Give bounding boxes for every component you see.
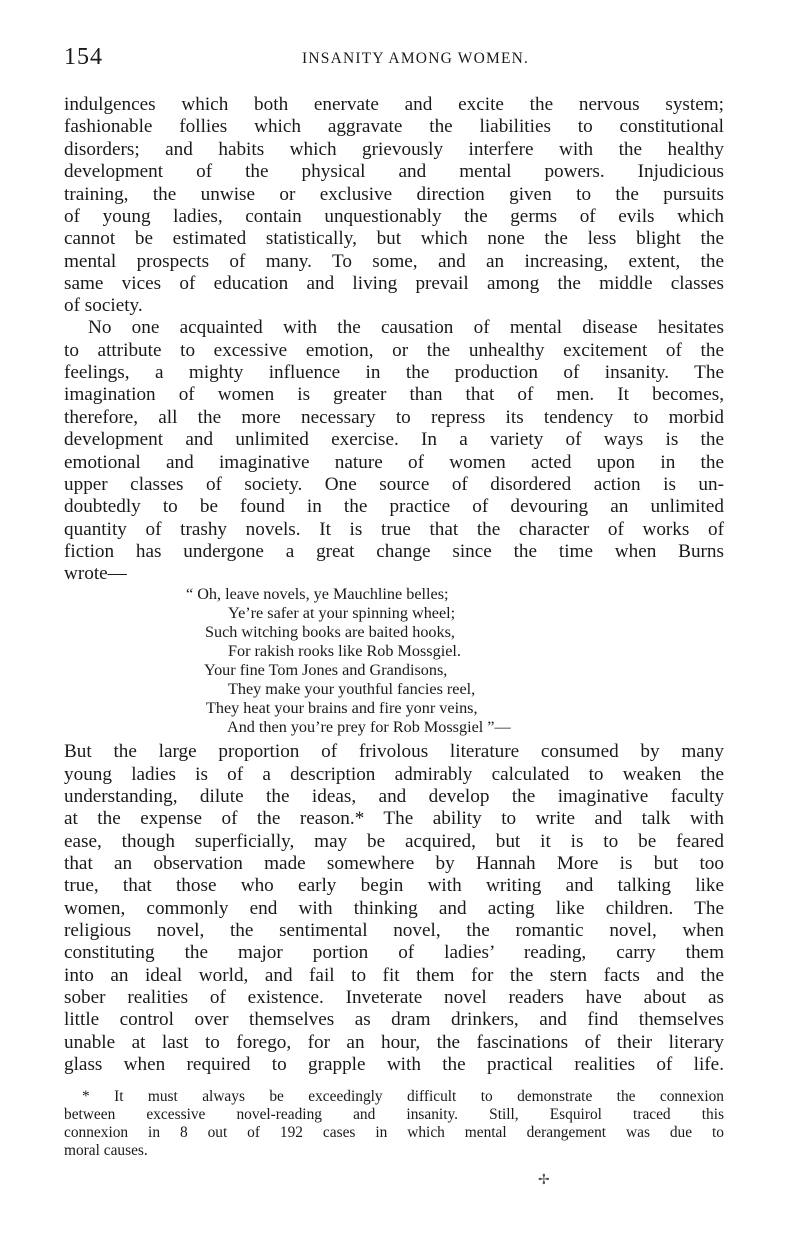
text-line: of young ladies, contain unquestionably the germs of evils which [64,206,724,227]
text-line: fiction has undergone a great change since the time when Burns [64,541,724,562]
page-number: 154 [64,44,103,70]
text-line: to attribute to excessive emotion, or the unhealthy excitement of the [64,340,724,361]
text-line: fashionable follies which aggravate the liabilities to constitutional [64,116,724,137]
verse-line: For rakish rooks like Rob Mossgiel. [228,642,461,660]
text-line: of society. [64,295,143,316]
footnote-line: * It must always be exceedingly difficult to demonstrate the connexion [82,1088,724,1105]
text-line: disorders; and habits which grievously interfere with the healthy [64,139,724,160]
text-line: doubtedly to be found in the practice of devouring an unlimited [64,496,724,517]
text-line: therefore, all the more necessary to repress its tendency to morbid [64,407,724,428]
page-header [64,44,724,76]
text-line: But the large proportion of frivolous literature consumed by many [64,741,724,762]
verse-line: And then you’re prey for Rob Mossgiel ”— [227,718,511,736]
verse-line: “ Oh, leave novels, ye Mauchline belles; [186,585,449,603]
text-line: at the expense of the reason.* The ability to write and talk with [64,808,724,829]
text-line: No one acquainted with the causation of mental disease hesitates [88,317,724,338]
verse-line: Your fine Tom Jones and Grandisons, [204,661,448,679]
text-line: understanding, dilute the ideas, and develop the imaginative faculty [64,786,724,807]
text-line: constituting the major portion of ladies’ reading, carry them [64,942,724,963]
text-line: same vices of education and living prevail among the middle classes [64,273,724,294]
text-line: little control over themselves as dram drinkers, and find themselves [64,1009,724,1030]
text-line: indulgences which both enervate and excite the nervous system; [64,94,724,115]
verse-line: Such witching books are baited hooks, [205,623,455,641]
footnote-line: between excessive novel-reading and insanity. Still, Esquirol traced this [64,1106,724,1123]
text-line: imagination of women is greater than that of men. It becomes, [64,384,724,405]
footnote-line: connexion in 8 out of 192 cases in which mental derangement was due to [64,1124,724,1141]
text-line: glass when required to grapple with the practical realities of life. [64,1054,724,1075]
text-line: mental prospects of many. To some, and an increasing, extent, the [64,251,724,272]
ink-speck-mark: ✢ [538,1173,550,1188]
text-line: that an observation made somewhere by Hannah More is but too [64,853,724,874]
text-line: development and unlimited exercise. In a variety of ways is the [64,429,724,450]
text-line: into an ideal world, and fail to fit them for the stern facts and the [64,965,724,986]
text-line: unable at last to forego, for an hour, the fascinations of their literary [64,1032,724,1053]
text-line: ease, though superficially, may be acquired, but it is to be feared [64,831,724,852]
verse-line: They heat your brains and fire yonr veins, [206,699,478,717]
verse-line: Ye’re safer at your spinning wheel; [228,604,456,622]
verse-line: They make your youthful fancies reel, [228,680,476,698]
text-line: upper classes of society. One source of disordered action is un- [64,474,724,495]
text-line: training, the unwise or exclusive direction given to the pursuits [64,184,724,205]
text-line: true, that those who early begin with writing and talking like [64,875,724,896]
text-line: wrote— [64,563,127,584]
text-line: cannot be estimated statistically, but which none the less blight the [64,228,724,249]
text-line: religious novel, the sentimental novel, the romantic novel, when [64,920,724,941]
text-line: sober realities of existence. Inveterate novel readers have about as [64,987,724,1008]
text-line: development of the physical and mental powers. Injudicious [64,161,724,182]
text-line: women, commonly end with thinking and acting like children. The [64,898,724,919]
text-line: quantity of trashy novels. It is true that the character of works of [64,519,724,540]
footnote-line: moral causes. [64,1142,148,1159]
text-line: emotional and imaginative nature of women acted upon in the [64,452,724,473]
text-line: young ladies is of a description admirably calculated to weaken the [64,764,724,785]
running-title: INSANITY AMONG WOMEN. [302,50,530,67]
text-line: feelings, a mighty influence in the production of insanity. The [64,362,724,383]
